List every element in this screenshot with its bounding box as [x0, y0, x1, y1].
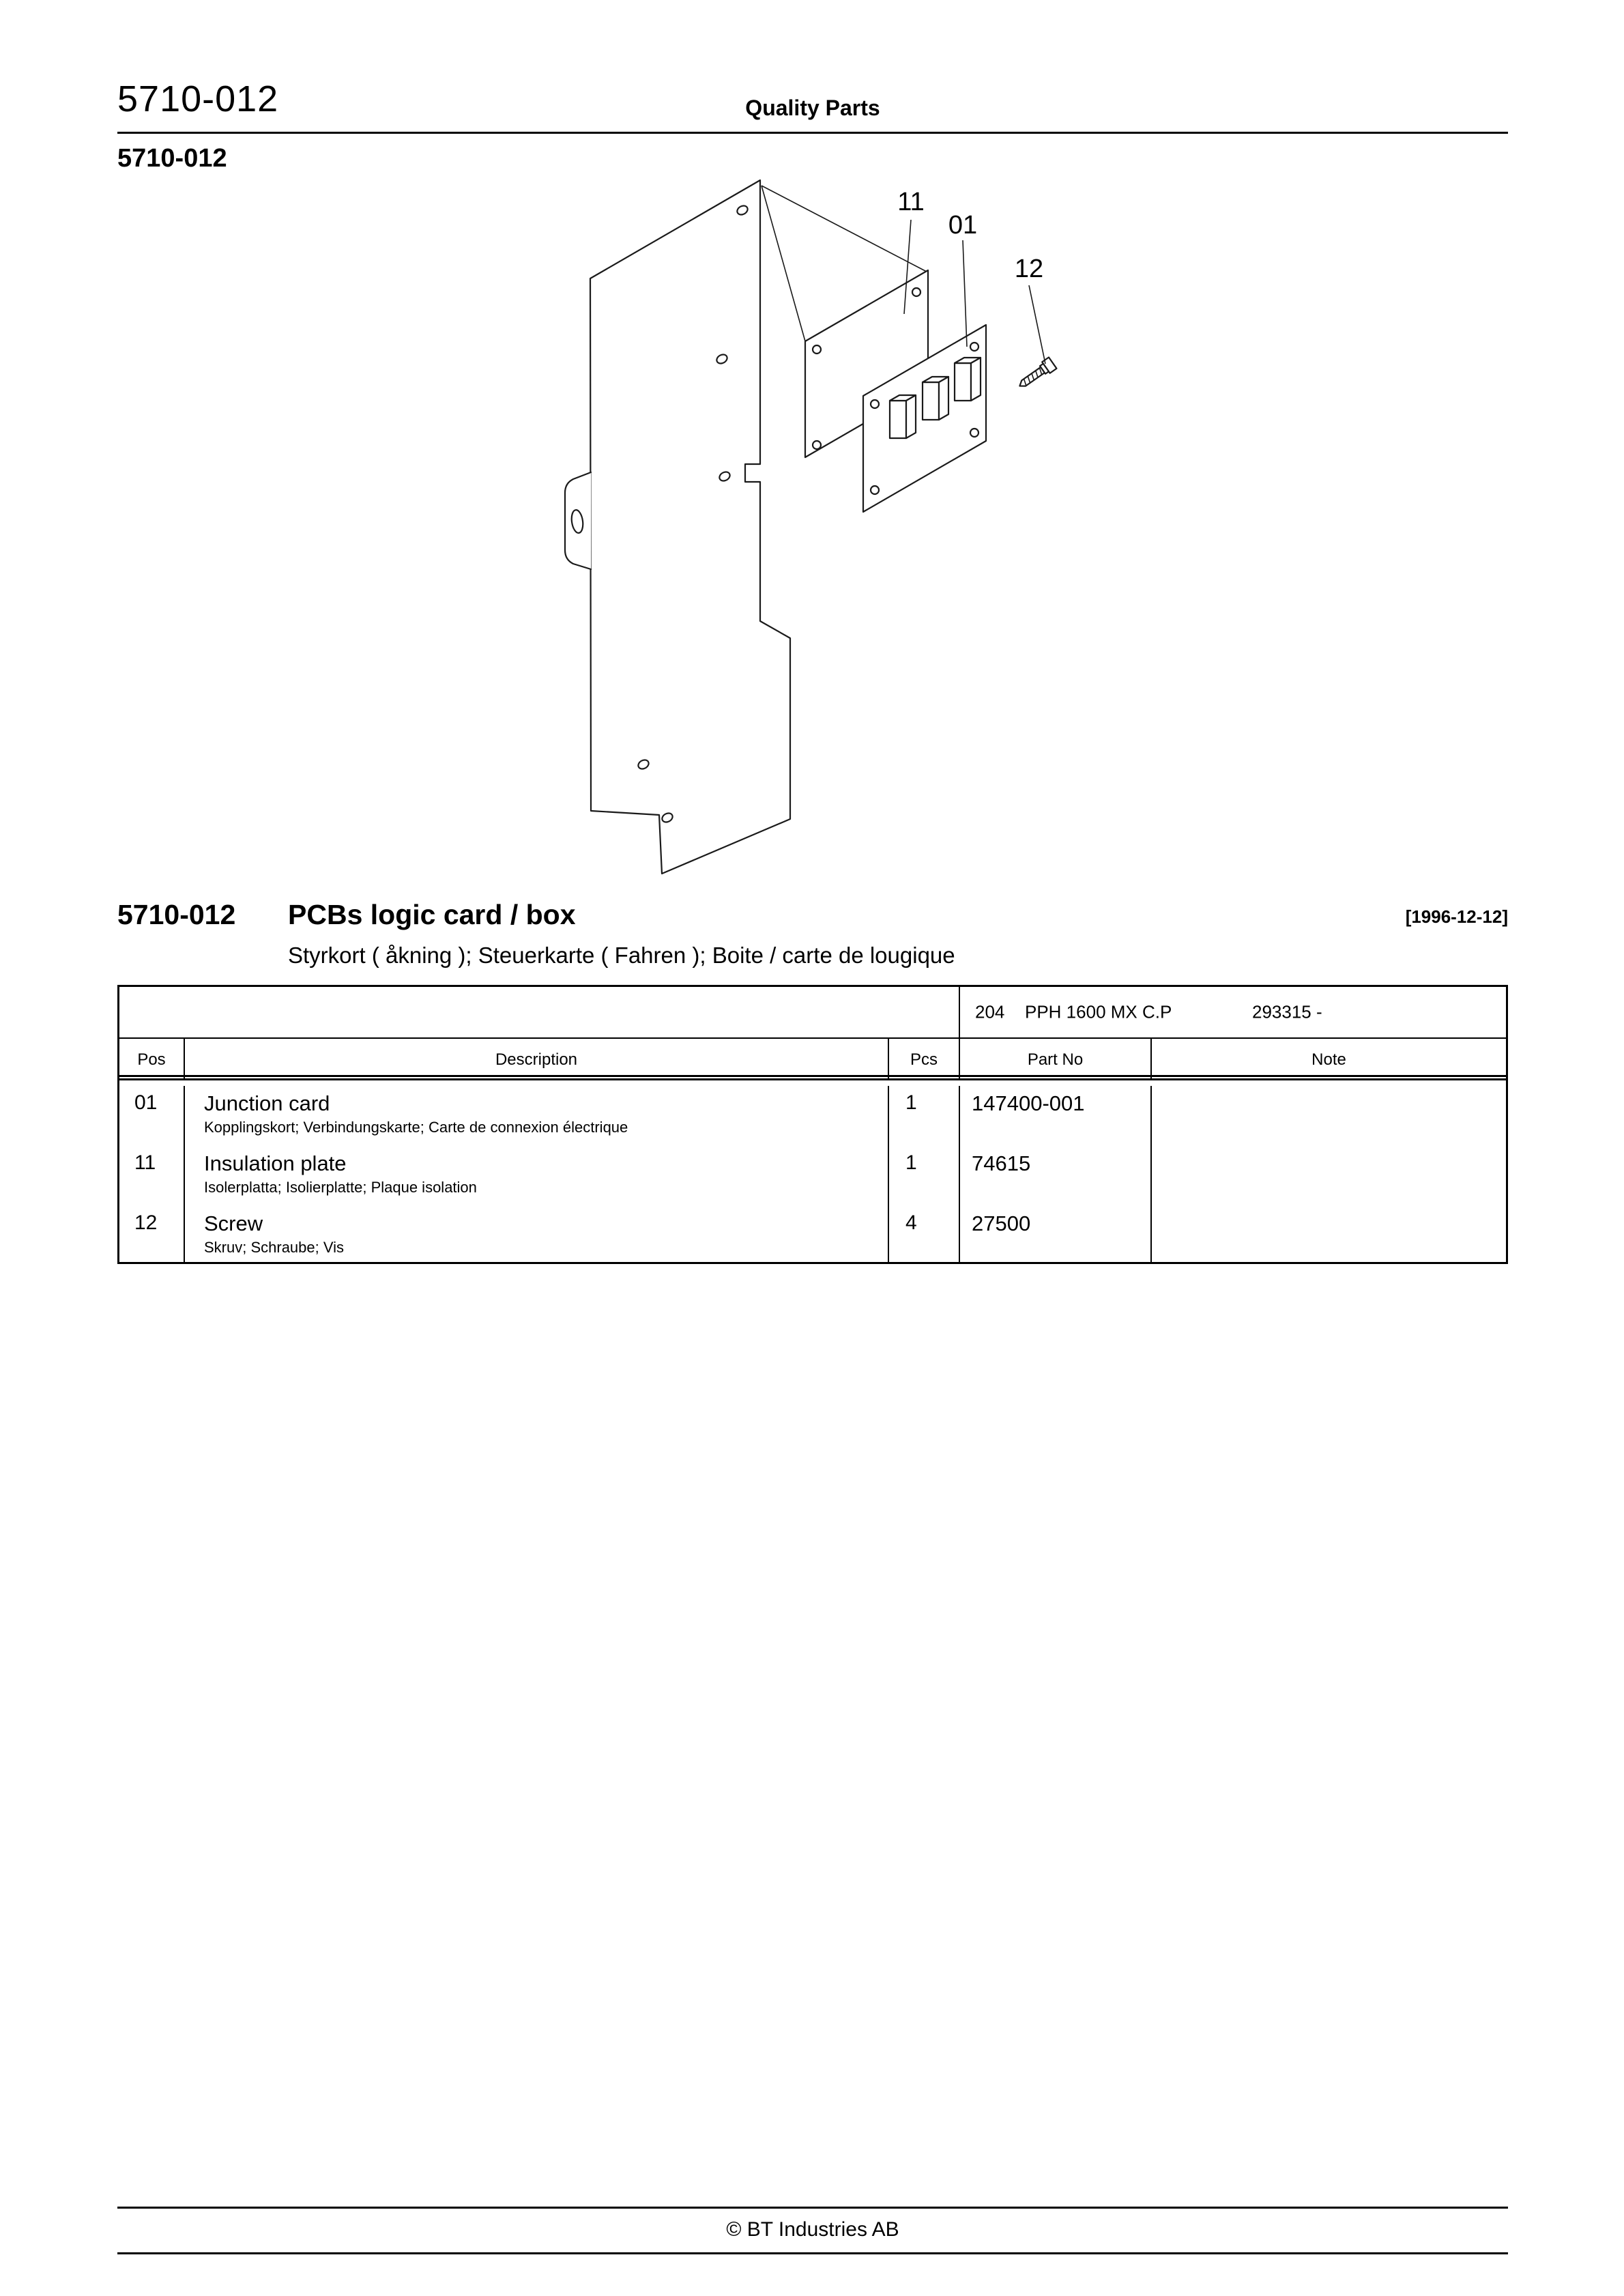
callout-label-12: 12: [1014, 255, 1044, 283]
column-header-pcs: Pcs: [888, 1039, 959, 1080]
row-pcs: 1: [905, 1151, 917, 1174]
column-header-description: Description: [184, 1039, 888, 1080]
connector-block-2: [923, 377, 948, 420]
bracket-tab: [565, 472, 591, 569]
row-pos: 12: [134, 1211, 158, 1234]
column-header-note: Note: [1150, 1039, 1506, 1080]
header-title: Quality Parts: [745, 96, 880, 120]
callout-label-11: 11: [897, 188, 925, 216]
row-description-alt: Isolerplatta; Isolierplatte; Plaque isolation: [204, 1179, 477, 1196]
section-heading-code: 5710-012: [117, 899, 236, 930]
row-description: Screw: [204, 1211, 263, 1235]
connector-block-1: [890, 395, 916, 438]
section-subtitle: Styrkort ( åkning ); Steuerkarte ( Fahren ); Boite / carte de lougique: [288, 943, 955, 968]
model-serial: 293315 -: [1252, 1001, 1322, 1022]
table-row: [119, 1086, 1506, 1146]
column-header-pos: Pos: [137, 1050, 166, 1069]
connector-block-3: [955, 358, 981, 401]
exploded-parts-diagram: [560, 171, 1187, 915]
model-code: 204: [975, 1001, 1005, 1022]
callout-label-01: 01: [948, 211, 978, 240]
table-header-row: [119, 1039, 1506, 1080]
parts-table: [117, 985, 1508, 1264]
table-body: [119, 1086, 1506, 1262]
row-part-no: 147400-001: [972, 1091, 1085, 1115]
model-name: PPH 1600 MX C.P: [1025, 1001, 1172, 1022]
header-rule: [117, 132, 1508, 134]
footer-copyright: © BT Industries AB: [726, 2218, 899, 2241]
row-description: Insulation plate: [204, 1151, 347, 1175]
row-description-alt: Skruv; Schraube; Vis: [204, 1239, 345, 1256]
row-pos: 11: [134, 1151, 156, 1174]
table-row: [119, 1146, 1506, 1206]
row-pcs: 1: [905, 1091, 917, 1114]
footer-rule-top: [117, 2207, 1508, 2209]
row-description-alt: Kopplingskort; Verbindungskarte; Carte de connexion électrique: [204, 1119, 628, 1136]
row-part-no: 27500: [972, 1211, 1031, 1235]
table-row: [119, 1206, 1506, 1265]
screw-drawing: [1016, 357, 1057, 391]
section-date: [1996-12-12]: [1405, 906, 1508, 927]
section-heading-title: PCBs logic card / box: [288, 899, 576, 930]
row-pos: 01: [134, 1091, 158, 1114]
model-cell: [959, 987, 1506, 1037]
document-number: 5710-012: [117, 78, 279, 119]
footer-rule-bottom: [117, 2252, 1508, 2254]
row-pcs: 4: [905, 1211, 917, 1234]
mounting-plate-drawing: [565, 180, 790, 874]
column-header-part-no: Part No: [959, 1039, 1150, 1080]
row-part-no: 74615: [972, 1151, 1031, 1175]
section-code-heading: 5710-012: [117, 144, 227, 173]
row-description: Junction card: [204, 1091, 330, 1115]
model-row: [119, 987, 1506, 1039]
